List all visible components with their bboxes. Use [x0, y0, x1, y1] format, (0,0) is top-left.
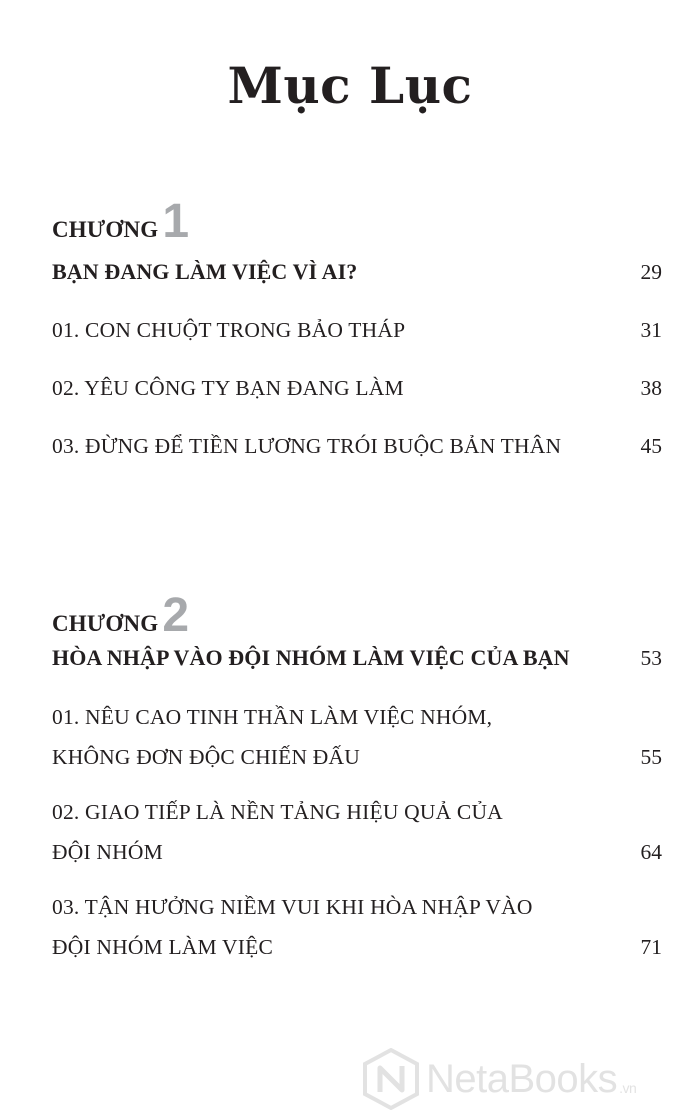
toc-entry-line: ĐỘI NHÓM: [52, 840, 163, 864]
chapter-heading: HÒA NHẬP VÀO ĐỘI NHÓM LÀM VIỆC CỦA BẠN: [52, 645, 570, 670]
watermark-brand: NetaBooks: [426, 1056, 618, 1101]
toc-entry-text: [52, 792, 612, 872]
chapter-word: CHƯƠNG: [52, 611, 159, 636]
page-number: 64: [640, 840, 662, 864]
toc-entry-line: ĐỘI NHÓM LÀM VIỆC: [52, 935, 273, 959]
toc-entry-text: [52, 887, 612, 967]
toc-entry-line: 03. TẬN HƯỞNG NIỀM VUI KHI HÒA NHẬP VÀO: [52, 895, 533, 919]
page-number: 45: [640, 434, 662, 458]
chapter-1-label: [52, 195, 190, 248]
chapter-number: 2: [162, 589, 190, 642]
toc-entry-line: 03. ĐỪNG ĐỂ TIỀN LƯƠNG TRÓI BUỘC BẢN THÂN: [52, 434, 562, 458]
chapter-number: 1: [162, 195, 190, 248]
page-number: 29: [640, 260, 662, 284]
watermark: [362, 1044, 692, 1114]
toc-entry-text: [52, 310, 612, 350]
page-number: 53: [640, 646, 662, 670]
toc-entry-text: [52, 697, 612, 777]
toc-entry-line: 02. GIAO TIẾP LÀ NỀN TẢNG HIỆU QUẢ CỦA: [52, 800, 503, 824]
page-number: 38: [640, 376, 662, 400]
toc-entry-line: 02. YÊU CÔNG TY BẠN ĐANG LÀM: [52, 376, 404, 400]
toc-entry-line: 01. NÊU CAO TINH THẦN LÀM VIỆC NHÓM,: [52, 705, 493, 729]
toc-entry-text: [52, 368, 612, 408]
toc-entry-line: KHÔNG ĐƠN ĐỘC CHIẾN ĐẤU: [52, 745, 360, 769]
chapter-heading: BẠN ĐANG LÀM VIỆC VÌ AI?: [52, 259, 358, 284]
netabooks-logo-icon: [362, 1048, 420, 1110]
page-number: 71: [640, 935, 662, 959]
page-number: 31: [640, 318, 662, 342]
toc-entry-line: 01. CON CHUỘT TRONG BẢO THÁP: [52, 318, 406, 342]
chapter-2-label: [52, 589, 190, 642]
toc-entry-text: [52, 426, 612, 466]
page-title: Mục Lục: [227, 56, 473, 115]
chapter-word: CHƯƠNG: [52, 217, 159, 242]
watermark-suffix: .vn: [619, 1080, 637, 1096]
page-number: 55: [640, 745, 662, 769]
